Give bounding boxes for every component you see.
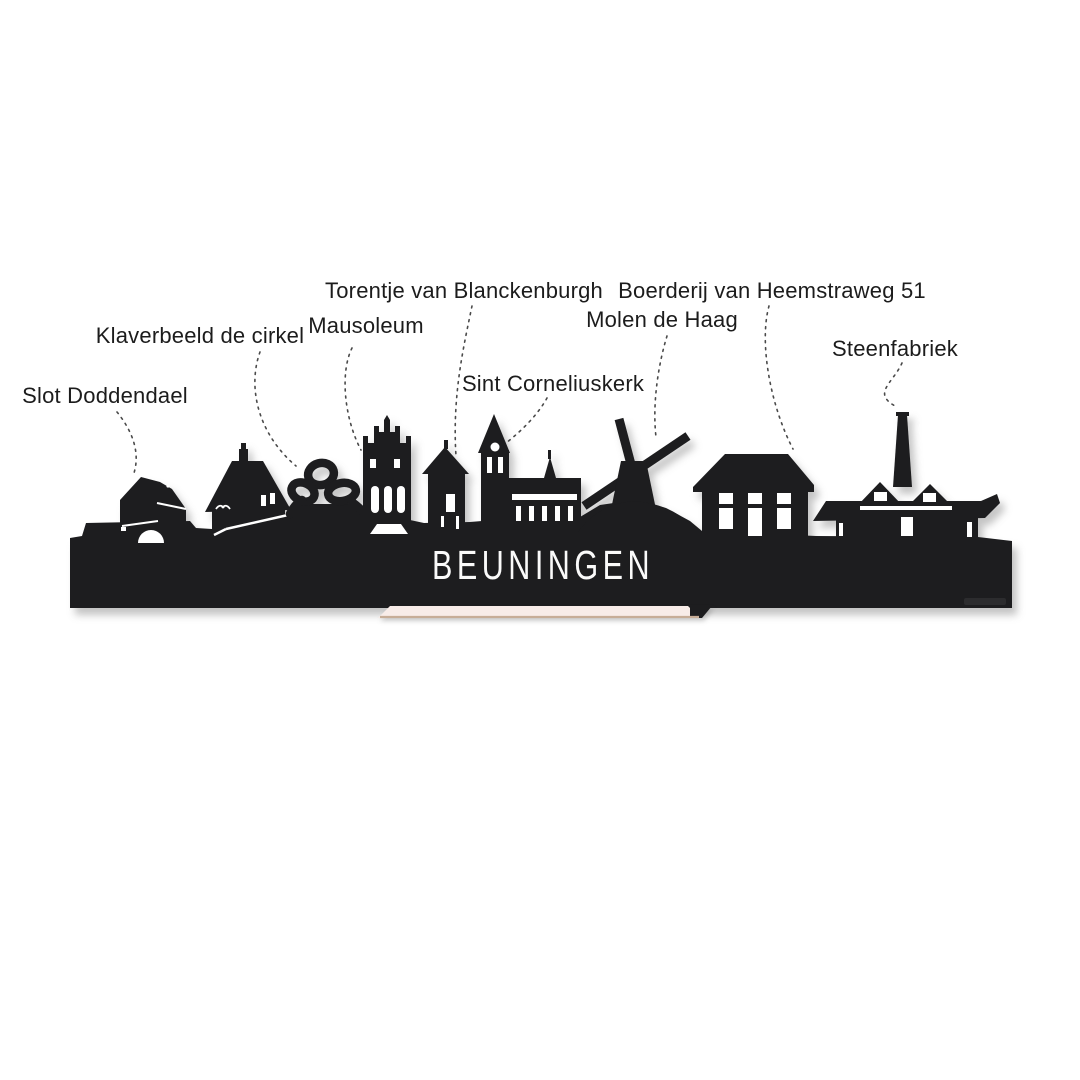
leader-lines <box>117 306 902 473</box>
molen-silhouette <box>578 419 690 545</box>
slot-doddendael-silhouette <box>120 477 186 543</box>
label-boerderij: Boerderij van Heemstraweg 51 <box>618 278 926 303</box>
farmhouse-silhouette <box>205 443 291 546</box>
steenfabriek-silhouette <box>813 412 1000 544</box>
leader-line-molen-de-haag <box>655 336 667 437</box>
label-mausoleum: Mausoleum <box>308 313 424 338</box>
boerderij-silhouette <box>693 454 814 543</box>
mausoleum-silhouette <box>363 415 411 537</box>
label-slot-doddendael: Slot Doddendael <box>22 383 188 408</box>
leader-line-torentje <box>455 306 472 456</box>
brand-watermark <box>964 598 1006 605</box>
display-stand <box>378 606 712 618</box>
leader-line-boerderij <box>765 306 793 449</box>
skyline-silhouette <box>70 412 1012 608</box>
label-steenfabriek: Steenfabriek <box>832 336 958 361</box>
corneliuskerk-silhouette <box>478 414 581 526</box>
leader-line-mausoleum <box>345 348 361 450</box>
torentje-silhouette <box>422 440 469 534</box>
label-molen-de-haag: Molen de Haag <box>586 307 738 332</box>
leader-line-steenfabriek <box>885 363 902 406</box>
city-name-cutout: BEUNINGEN <box>432 542 654 588</box>
label-torentje: Torentje van Blanckenburgh <box>325 278 603 303</box>
leader-line-slot-doddendael <box>117 412 136 473</box>
leader-line-klaverbeeld <box>255 352 296 466</box>
label-klaverbeeld: Klaverbeeld de cirkel <box>95 323 305 348</box>
label-corneliuskerk: Sint Corneliuskerk <box>461 371 645 396</box>
